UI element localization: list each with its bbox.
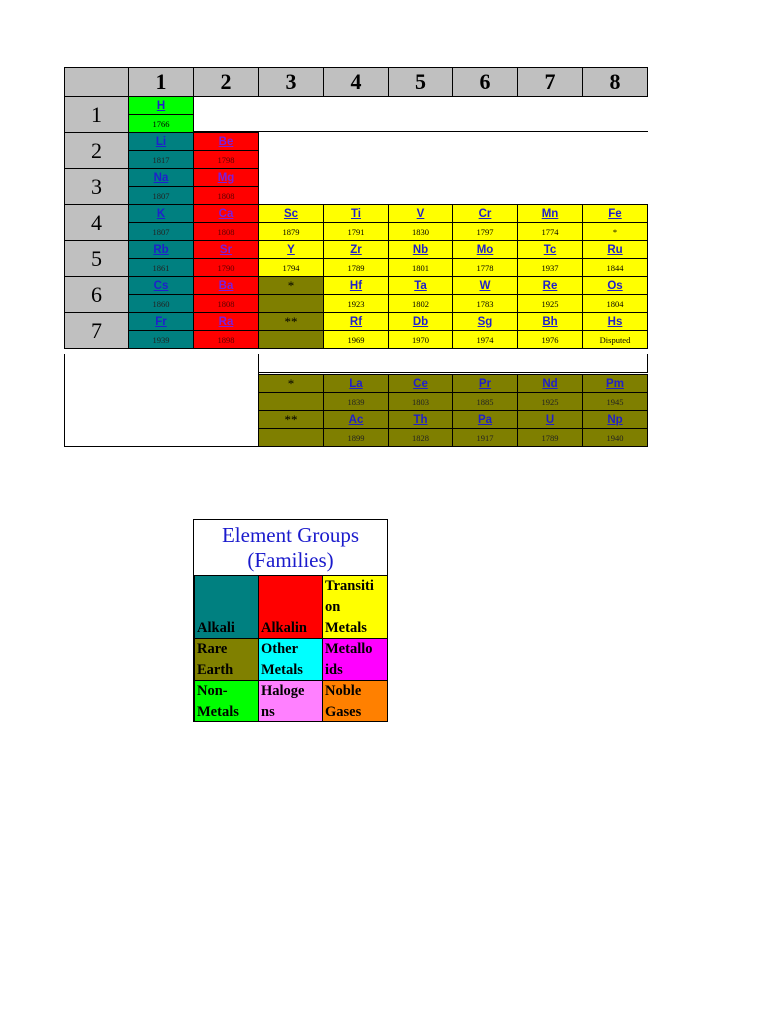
legend-label-line: Non- <box>197 683 228 699</box>
discovery-year: 1794 <box>282 262 300 273</box>
element-symbol[interactable]: Ru <box>583 241 647 259</box>
legend-label-line: Haloge <box>261 683 305 699</box>
element-cell-ru[interactable] <box>582 240 648 277</box>
group-header-2: 2 <box>193 67 259 97</box>
series-marker <box>258 312 324 349</box>
series-marker <box>258 374 324 411</box>
discovery-year: 1899 <box>347 432 365 443</box>
series-marker <box>258 276 324 313</box>
element-symbol[interactable]: Ac <box>324 411 388 429</box>
discovery-year: 1844 <box>606 262 624 273</box>
header-corner <box>64 67 129 97</box>
legend-label-line: Alkali <box>197 620 235 636</box>
element-symbol[interactable]: Tc <box>518 241 582 259</box>
discovery-year: 1828 <box>412 432 429 443</box>
element-cell-mo[interactable] <box>452 240 518 277</box>
element-symbol[interactable]: Zr <box>324 241 388 259</box>
element-cell-fr[interactable] <box>128 312 194 349</box>
element-cell-sc[interactable] <box>258 204 324 241</box>
discovery-year: 1817 <box>152 154 170 165</box>
discovery-year: 1789 <box>347 262 365 273</box>
discovery-year: 1791 <box>347 226 365 237</box>
discovery-year: 1807 <box>152 226 170 237</box>
series-marker <box>258 410 324 447</box>
element-symbol[interactable]: Fr <box>129 313 193 331</box>
element-symbol[interactable]: V <box>389 205 452 223</box>
element-cell-ca[interactable] <box>193 204 259 241</box>
discovery-year: 1804 <box>606 298 624 309</box>
series-marker-symbol: ** <box>259 313 323 331</box>
element-cell-zr[interactable] <box>323 240 389 277</box>
element-symbol[interactable]: La <box>324 375 388 393</box>
discovery-year: 1939 <box>152 334 170 345</box>
element-symbol[interactable]: Fe <box>583 205 647 223</box>
group-header-1: 1 <box>128 67 194 97</box>
element-symbol[interactable]: U <box>518 411 582 429</box>
legend-swatch-9 <box>322 680 388 722</box>
element-cell-hs[interactable] <box>582 312 648 349</box>
element-cell-cr[interactable] <box>452 204 518 241</box>
element-symbol[interactable]: Mg <box>194 169 258 187</box>
group-header-6: 6 <box>452 67 518 97</box>
legend-label-line <box>197 597 256 618</box>
legend-label-line: Other <box>261 641 299 657</box>
legend-swatch-5 <box>258 638 323 681</box>
element-symbol[interactable]: Li <box>129 133 193 151</box>
discovery-year: 1797 <box>476 226 494 237</box>
element-symbol[interactable]: W <box>453 277 517 295</box>
element-cell-pr[interactable] <box>452 374 518 411</box>
discovery-year: 1839 <box>347 396 365 407</box>
element-symbol[interactable]: Os <box>583 277 647 295</box>
element-cell-ta[interactable] <box>388 276 453 313</box>
element-symbol[interactable]: Ti <box>324 205 388 223</box>
element-cell-cs[interactable] <box>128 276 194 313</box>
discovery-year: 1802 <box>412 298 429 309</box>
series-marker-blank <box>259 331 323 348</box>
element-cell-sr[interactable] <box>193 240 259 277</box>
legend-title-line2: (Families) <box>247 547 334 572</box>
legend-swatch-1 <box>194 575 259 639</box>
table-rule <box>193 131 648 132</box>
legend-label-line <box>261 597 320 618</box>
discovery-year: 1925 <box>541 396 559 407</box>
element-symbol[interactable]: Cs <box>129 277 193 295</box>
series-marker-blank <box>259 295 323 312</box>
element-cell-db[interactable] <box>388 312 453 349</box>
element-symbol[interactable]: Nb <box>389 241 452 259</box>
element-symbol[interactable]: Be <box>194 133 258 151</box>
element-cell-u[interactable] <box>517 410 583 447</box>
series-marker-symbol: * <box>259 375 323 393</box>
legend-label-line <box>261 576 320 597</box>
element-symbol[interactable]: Sc <box>259 205 323 223</box>
element-symbol[interactable]: Rf <box>324 313 388 331</box>
element-symbol[interactable]: Bh <box>518 313 582 331</box>
discovery-year: 1970 <box>412 334 429 345</box>
group-header-4: 4 <box>323 67 389 97</box>
discovery-year: 1925 <box>541 298 559 309</box>
period-label-2: 2 <box>64 132 129 169</box>
legend-label-line: Metals <box>197 704 239 720</box>
element-symbol[interactable]: Ca <box>194 205 258 223</box>
legend-swatch-6 <box>322 638 388 681</box>
periodic-table <box>0 0 768 460</box>
element-symbol[interactable]: Db <box>389 313 452 331</box>
period-label-7: 7 <box>64 312 129 349</box>
legend-label-line: Alkalin <box>261 620 307 636</box>
element-cell-nb[interactable] <box>388 240 453 277</box>
discovery-year: 1885 <box>476 396 494 407</box>
discovery-year: 1808 <box>217 298 235 309</box>
legend-swatch-8 <box>258 680 323 722</box>
discovery-year: * <box>612 226 618 237</box>
element-symbol[interactable]: Np <box>583 411 647 429</box>
legend-swatch-2 <box>258 575 323 639</box>
discovery-year: 1974 <box>476 334 494 345</box>
discovery-year: 1969 <box>347 334 365 345</box>
discovery-year: 1860 <box>152 298 170 309</box>
element-symbol[interactable]: H <box>129 97 193 115</box>
series-marker-blank <box>259 393 323 410</box>
table-rule <box>647 354 648 373</box>
legend-label-line: Noble <box>325 683 362 699</box>
element-symbol[interactable]: Ra <box>194 313 258 331</box>
legend-label-line: Transiti <box>325 578 374 594</box>
legend-swatch-3 <box>322 575 388 639</box>
element-cell-mn[interactable] <box>517 204 583 241</box>
element-symbol[interactable]: Ce <box>389 375 452 393</box>
discovery-year: 1783 <box>476 298 494 309</box>
element-cell-np[interactable] <box>582 410 648 447</box>
discovery-year: 1917 <box>476 432 494 443</box>
discovery-year: 1923 <box>347 298 365 309</box>
element-cell-rb[interactable] <box>128 240 194 277</box>
element-symbol[interactable]: Pa <box>453 411 517 429</box>
discovery-year: 1774 <box>541 226 559 237</box>
discovery-year: 1789 <box>541 432 559 443</box>
element-cell-ti[interactable] <box>323 204 389 241</box>
legend-label-line: ns <box>261 704 275 720</box>
element-symbol[interactable]: Na <box>129 169 193 187</box>
element-symbol[interactable]: Sr <box>194 241 258 259</box>
discovery-year: 1798 <box>217 154 235 165</box>
legend-label-line: ids <box>325 662 343 678</box>
legend-label-line: Metallo <box>325 641 373 657</box>
discovery-year: Disputed <box>599 334 631 345</box>
element-cell-re[interactable] <box>517 276 583 313</box>
element-cell-ra[interactable] <box>193 312 259 349</box>
legend-swatch-4 <box>194 638 259 681</box>
element-cell-th[interactable] <box>388 410 453 447</box>
period-label-1: 1 <box>64 96 129 133</box>
element-cell-be[interactable] <box>193 132 259 169</box>
element-cell-y[interactable] <box>258 240 324 277</box>
element-symbol[interactable]: K <box>129 205 193 223</box>
table-rule <box>64 446 259 447</box>
element-symbol[interactable]: Rb <box>129 241 193 259</box>
element-symbol[interactable]: Pm <box>583 375 647 393</box>
element-symbol[interactable]: Y <box>259 241 323 259</box>
legend-label-line: Metals <box>261 662 303 678</box>
legend-label-line: Rare <box>197 641 228 657</box>
element-cell-k[interactable] <box>128 204 194 241</box>
table-rule <box>64 354 65 447</box>
group-header-7: 7 <box>517 67 583 97</box>
element-symbol[interactable]: Sg <box>453 313 517 331</box>
element-symbol[interactable]: Nd <box>518 375 582 393</box>
element-cell-fe[interactable] <box>582 204 648 241</box>
group-header-8: 8 <box>582 67 648 97</box>
element-cell-sg[interactable] <box>452 312 518 349</box>
element-groups-legend <box>193 519 388 722</box>
element-cell-ce[interactable] <box>388 374 453 411</box>
element-cell-v[interactable] <box>388 204 453 241</box>
element-symbol[interactable]: Re <box>518 277 582 295</box>
legend-label-line: Metals <box>325 620 367 636</box>
element-cell-la[interactable] <box>323 374 389 411</box>
period-label-3: 3 <box>64 168 129 205</box>
element-symbol[interactable]: Hf <box>324 277 388 295</box>
legend-title <box>194 520 387 575</box>
element-cell-na[interactable] <box>128 168 194 205</box>
discovery-year: 1945 <box>606 396 624 407</box>
group-header-5: 5 <box>388 67 453 97</box>
element-cell-nd[interactable] <box>517 374 583 411</box>
discovery-year: 1898 <box>217 334 235 345</box>
element-cell-bh[interactable] <box>517 312 583 349</box>
discovery-year: 1807 <box>152 190 170 201</box>
discovery-year: 1803 <box>412 396 429 407</box>
discovery-year: 1861 <box>152 262 170 273</box>
element-symbol[interactable]: Hs <box>583 313 647 331</box>
element-symbol[interactable]: Mn <box>518 205 582 223</box>
discovery-year: 1937 <box>541 262 559 273</box>
element-cell-ac[interactable] <box>323 410 389 447</box>
discovery-year: 1790 <box>217 262 235 273</box>
element-cell-pm[interactable] <box>582 374 648 411</box>
series-marker-symbol: * <box>259 277 323 295</box>
discovery-year: 1778 <box>476 262 494 273</box>
series-marker-blank <box>259 429 323 446</box>
legend-label-line <box>197 576 256 597</box>
discovery-year: 1801 <box>412 262 429 273</box>
legend-title-line1: Element Groups <box>221 522 360 547</box>
discovery-year: 1808 <box>217 190 235 201</box>
group-header-3: 3 <box>258 67 324 97</box>
element-symbol[interactable]: Th <box>389 411 452 429</box>
legend-label-line: Earth <box>197 662 234 678</box>
discovery-year: 1808 <box>217 226 235 237</box>
element-cell-mg[interactable] <box>193 168 259 205</box>
element-cell-tc[interactable] <box>517 240 583 277</box>
element-cell-ba[interactable] <box>193 276 259 313</box>
element-cell-hf[interactable] <box>323 276 389 313</box>
period-label-5: 5 <box>64 240 129 277</box>
series-marker-symbol: ** <box>259 411 323 429</box>
discovery-year: 1940 <box>606 432 624 443</box>
legend-label-line: on <box>325 599 341 615</box>
element-symbol[interactable]: Mo <box>453 241 517 259</box>
element-symbol[interactable]: Ta <box>389 277 452 295</box>
discovery-year: 1830 <box>412 226 429 237</box>
discovery-year: 1976 <box>541 334 559 345</box>
element-symbol[interactable]: Ba <box>194 277 258 295</box>
element-cell-rf[interactable] <box>323 312 389 349</box>
element-cell-li[interactable] <box>128 132 194 169</box>
element-cell-pa[interactable] <box>452 410 518 447</box>
legend-label-line: Gases <box>325 704 362 720</box>
element-cell-h[interactable] <box>128 96 194 133</box>
element-symbol[interactable]: Pr <box>453 375 517 393</box>
element-cell-w[interactable] <box>452 276 518 313</box>
element-cell-os[interactable] <box>582 276 648 313</box>
element-symbol[interactable]: Cr <box>453 205 517 223</box>
discovery-year: 1766 <box>152 118 170 129</box>
legend-swatch-7 <box>194 680 259 722</box>
discovery-year: 1879 <box>282 226 300 237</box>
period-label-4: 4 <box>64 204 129 241</box>
table-rule <box>258 372 648 373</box>
period-label-6: 6 <box>64 276 129 313</box>
